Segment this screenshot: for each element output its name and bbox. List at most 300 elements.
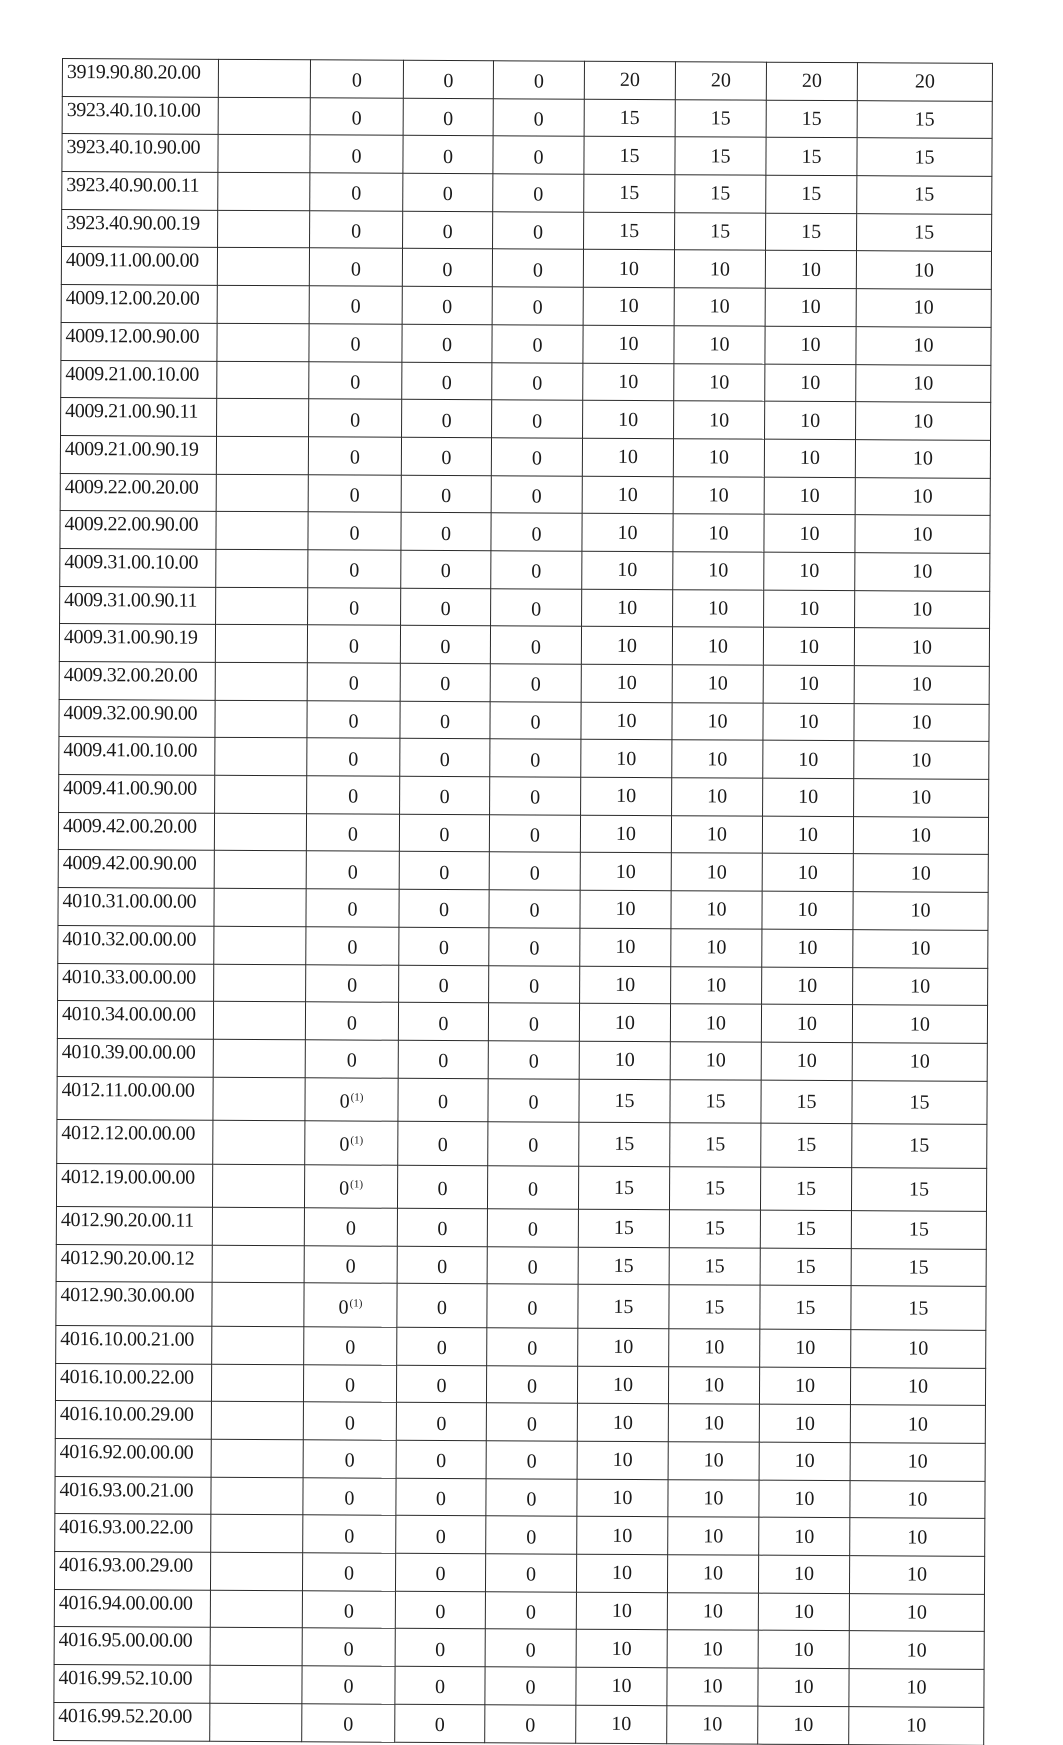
description-cell xyxy=(215,775,307,813)
rate-cell xyxy=(487,1328,578,1366)
rate-value: 0 xyxy=(441,334,453,357)
rate-value: 0 xyxy=(345,1255,356,1278)
rate-cell xyxy=(581,702,672,740)
rate-value: 15 xyxy=(613,1254,634,1278)
description-cell xyxy=(218,172,310,210)
rate-value: 0 xyxy=(528,1178,539,1201)
description-cell xyxy=(212,1164,304,1208)
rate-value: 10 xyxy=(794,1412,815,1435)
rate-cell xyxy=(493,98,584,136)
rate-value: 0 xyxy=(443,108,454,131)
rate-cell xyxy=(304,1208,397,1246)
rate-cell xyxy=(304,1246,397,1284)
rate-cell xyxy=(490,626,581,664)
tariff-code-cell: 4009.31.00.90.19 xyxy=(59,624,215,663)
rate-cell xyxy=(671,891,762,929)
rate-value: 0 xyxy=(533,221,544,244)
rate-cell xyxy=(674,363,765,401)
rate-value: 0 xyxy=(339,1133,350,1156)
rate-cell xyxy=(670,1123,761,1167)
rate-value: 0 xyxy=(348,748,359,771)
rate-value: 10 xyxy=(615,860,636,883)
rate-value: 0 xyxy=(528,1012,540,1036)
rate-value: 0 xyxy=(529,899,540,922)
rate-cell xyxy=(849,1669,984,1707)
rate-cell xyxy=(580,853,671,891)
rate-cell xyxy=(851,1167,986,1211)
rate-cell xyxy=(762,854,853,892)
rate-cell xyxy=(671,853,762,891)
rate-cell xyxy=(309,248,402,286)
rate-cell xyxy=(307,663,400,701)
rate-value: 0 xyxy=(527,1256,538,1279)
rate-value: 0 xyxy=(343,1600,354,1623)
table-row xyxy=(55,1363,985,1406)
rate-cell xyxy=(579,1003,670,1041)
description-cell xyxy=(214,813,306,851)
rate-cell xyxy=(307,738,400,776)
rate-cell xyxy=(849,1706,984,1744)
table-row xyxy=(56,1163,986,1211)
rate-cell xyxy=(403,60,493,98)
rate-value: 10 xyxy=(616,709,637,733)
rate-cell xyxy=(579,1122,670,1166)
rate-value: 10 xyxy=(616,672,637,695)
rate-value: 10 xyxy=(793,1676,814,1699)
rate-value: 10 xyxy=(910,975,931,998)
rate-cell xyxy=(302,1704,395,1742)
description-cell xyxy=(213,1120,305,1164)
rate-value: 10 xyxy=(611,1713,632,1736)
rate-cell xyxy=(857,63,992,101)
rate-value: 15 xyxy=(614,1176,635,1199)
rate-cell xyxy=(397,1284,487,1328)
rate-cell xyxy=(397,1208,487,1246)
rate-cell xyxy=(763,741,854,779)
rate-cell xyxy=(761,1080,852,1124)
rate-value: 0 xyxy=(527,1297,538,1320)
rate-cell xyxy=(857,176,992,214)
rate-value: 0 xyxy=(533,108,544,131)
table-row xyxy=(59,661,989,704)
rate-value: 15 xyxy=(908,1256,929,1279)
rate-cell xyxy=(398,1121,488,1165)
rate-cell xyxy=(583,400,674,438)
description-cell xyxy=(215,662,307,700)
rate-value: 0 xyxy=(349,522,360,545)
rate-value: 10 xyxy=(911,711,932,734)
rate-cell xyxy=(670,1079,761,1123)
table-row xyxy=(60,511,990,554)
description-cell xyxy=(210,1703,302,1741)
rate-cell xyxy=(577,1441,668,1479)
rate-value: 10 xyxy=(611,1637,632,1660)
rate-cell xyxy=(401,437,491,475)
rate-value: 10 xyxy=(702,1600,723,1623)
rate-cell xyxy=(580,966,671,1004)
rate-value: 10 xyxy=(709,333,730,356)
rate-value: 10 xyxy=(708,597,729,620)
rate-cell xyxy=(305,1002,398,1040)
rate-cell xyxy=(758,1555,849,1593)
rate-value: 10 xyxy=(794,1487,815,1510)
rate-cell xyxy=(399,852,489,890)
rate-cell xyxy=(668,1442,759,1480)
table-row xyxy=(56,1282,986,1330)
rate-value: 10 xyxy=(702,1675,723,1698)
rate-value: 15 xyxy=(796,1177,817,1200)
tariff-code-cell: 4009.42.00.20.00 xyxy=(58,812,214,851)
rate-cell xyxy=(307,625,400,663)
rate-value: 0 xyxy=(351,69,362,92)
rate-cell xyxy=(759,1404,850,1442)
table-row xyxy=(59,775,989,818)
rate-cell xyxy=(310,173,403,211)
rate-value: 15 xyxy=(710,107,731,130)
rate-cell xyxy=(856,213,991,251)
tariff-code-cell: 4016.10.00.29.00 xyxy=(55,1401,211,1440)
rate-value: 0 xyxy=(529,937,540,960)
rate-value: 10 xyxy=(612,1449,633,1472)
rate-value: 10 xyxy=(707,635,728,658)
rate-value: 0 xyxy=(526,1413,537,1436)
rate-value: 10 xyxy=(913,296,934,320)
rate-cell xyxy=(854,779,989,817)
rate-cell xyxy=(670,1004,761,1042)
rate-cell xyxy=(852,1005,987,1043)
tariff-code-cell: 4012.19.00.00.00 xyxy=(56,1163,212,1207)
description-cell xyxy=(211,1364,303,1402)
rate-cell xyxy=(402,399,492,437)
tariff-code-cell: 4009.12.00.90.00 xyxy=(61,322,217,361)
rate-value: 15 xyxy=(909,1091,930,1114)
rate-cell xyxy=(485,1705,576,1743)
rate-value: 15 xyxy=(614,1089,635,1112)
rate-value: 10 xyxy=(800,409,821,432)
description-cell xyxy=(212,1245,304,1283)
rate-cell xyxy=(669,1247,760,1285)
rate-cell xyxy=(673,514,764,552)
rate-value: 10 xyxy=(912,560,933,583)
rate-value: 0 xyxy=(527,1337,538,1360)
rate-value: 10 xyxy=(799,597,820,620)
rate-cell xyxy=(493,212,584,250)
rate-cell xyxy=(487,1246,578,1284)
rate-value: 10 xyxy=(911,786,932,809)
table-row xyxy=(60,435,990,478)
table-row xyxy=(54,1627,984,1670)
rate-value: 10 xyxy=(615,823,637,846)
rate-cell xyxy=(762,967,853,1005)
tariff-code-cell: 3923.40.10.90.00 xyxy=(62,134,218,173)
rate-value: 0 xyxy=(350,409,361,432)
rate-value: 10 xyxy=(910,862,931,885)
rate-cell xyxy=(397,1327,487,1365)
rate-cell xyxy=(309,324,402,362)
rate-value: 10 xyxy=(618,408,639,431)
rate-cell xyxy=(309,361,402,399)
rate-value: 10 xyxy=(707,748,728,771)
rate-cell xyxy=(492,287,583,325)
description-cell xyxy=(215,625,307,663)
rate-cell xyxy=(759,1442,850,1480)
footnote-marker: (1) xyxy=(350,1178,364,1191)
rate-cell xyxy=(401,588,491,626)
rate-value: 0 xyxy=(442,296,453,319)
rate-cell xyxy=(763,627,854,665)
rate-cell xyxy=(402,324,492,362)
rate-value: 10 xyxy=(796,1012,818,1035)
rate-value: 0 xyxy=(530,711,541,734)
rate-value: 0 xyxy=(436,1412,447,1435)
rate-value: 10 xyxy=(703,1412,724,1435)
rate-cell xyxy=(303,1402,396,1440)
rate-cell xyxy=(673,552,764,590)
rate-cell xyxy=(576,1554,667,1592)
rate-cell xyxy=(307,776,400,814)
rate-cell xyxy=(487,1284,578,1328)
footnote-marker: (1) xyxy=(350,1091,364,1104)
description-cell xyxy=(215,738,307,776)
rate-value: 15 xyxy=(613,1295,634,1318)
rate-cell xyxy=(669,1166,760,1210)
rate-cell xyxy=(396,1516,486,1554)
rate-cell xyxy=(671,929,762,967)
rate-value: 10 xyxy=(913,259,934,282)
rate-value: 10 xyxy=(703,1562,724,1585)
rate-cell xyxy=(583,325,674,363)
rate-cell xyxy=(581,664,672,702)
rate-value: 0 xyxy=(435,1638,446,1661)
rate-cell xyxy=(674,288,765,326)
rate-value: 20 xyxy=(619,69,640,92)
rate-value: 0 xyxy=(344,1525,355,1548)
rate-value: 10 xyxy=(707,672,728,695)
rate-cell xyxy=(850,1405,985,1443)
rate-value: 10 xyxy=(799,447,820,470)
rate-value: 10 xyxy=(706,974,727,997)
description-cell xyxy=(218,210,310,248)
table-row xyxy=(59,737,989,780)
rate-value: 10 xyxy=(906,1714,927,1737)
rate-cell xyxy=(760,1167,851,1211)
rate-cell xyxy=(583,287,674,325)
rate-value: 0 xyxy=(530,786,541,809)
rate-value: 10 xyxy=(797,823,818,847)
rate-value: 10 xyxy=(909,1050,930,1073)
rate-cell xyxy=(485,1591,576,1629)
rate-cell xyxy=(856,251,991,289)
rate-cell xyxy=(758,1631,849,1669)
rate-value: 15 xyxy=(909,1134,930,1157)
rate-cell xyxy=(486,1478,577,1516)
rate-cell xyxy=(760,1286,851,1330)
rate-value: 10 xyxy=(709,371,730,394)
rate-value: 0 xyxy=(439,861,450,884)
rate-cell xyxy=(674,250,765,288)
rate-cell xyxy=(308,474,401,512)
rate-value: 0 xyxy=(439,786,450,809)
table-row xyxy=(61,247,991,290)
tariff-code-cell: 4009.31.00.90.11 xyxy=(60,586,216,625)
rate-cell xyxy=(670,1042,761,1080)
rate-cell xyxy=(489,852,580,890)
rate-cell xyxy=(857,100,992,138)
rate-value: 10 xyxy=(913,409,934,433)
rate-value: 10 xyxy=(616,785,637,808)
rate-value: 10 xyxy=(800,334,821,357)
rate-cell xyxy=(488,1078,579,1122)
rate-cell xyxy=(310,60,403,98)
rate-value: 15 xyxy=(619,220,640,243)
rate-cell xyxy=(399,927,489,965)
rate-value: 10 xyxy=(799,560,820,583)
table-row xyxy=(55,1438,985,1481)
rate-cell xyxy=(486,1516,577,1554)
rate-value: 0 xyxy=(440,673,451,696)
rate-value: 0 xyxy=(345,1336,356,1359)
tariff-code-cell: 4012.90.20.00.12 xyxy=(56,1244,212,1283)
tariff-code-cell: 4009.32.00.20.00 xyxy=(59,661,215,700)
rate-cell xyxy=(303,1364,396,1402)
rate-cell xyxy=(763,703,854,741)
description-cell xyxy=(217,361,309,399)
rate-value: 0 xyxy=(532,334,543,357)
rate-value: 0 xyxy=(339,1177,350,1200)
rate-value: 0 xyxy=(347,823,358,846)
rate-cell xyxy=(492,362,583,400)
table-row xyxy=(57,1001,987,1044)
tariff-code-cell: 4016.94.00.00.00 xyxy=(54,1589,210,1628)
description-cell xyxy=(216,474,308,512)
rate-value: 10 xyxy=(615,898,636,921)
description-cell xyxy=(217,399,309,437)
rate-cell xyxy=(584,99,675,137)
rate-value: 0 xyxy=(530,749,541,772)
rate-cell xyxy=(489,890,580,928)
rate-cell xyxy=(674,401,765,439)
rate-value: 10 xyxy=(705,1049,726,1072)
rate-cell xyxy=(856,326,991,364)
rate-value: 10 xyxy=(906,1639,927,1662)
rate-value: 15 xyxy=(704,1296,725,1319)
rate-cell xyxy=(493,174,584,212)
rate-value: 10 xyxy=(800,258,821,281)
tariff-code-cell: 3923.40.10.10.00 xyxy=(62,96,218,135)
rate-cell xyxy=(763,778,854,816)
rate-cell xyxy=(491,551,582,589)
tariff-code-cell: 4012.12.00.00.00 xyxy=(57,1120,213,1164)
table-row xyxy=(62,96,992,139)
rate-cell xyxy=(766,213,857,251)
rate-cell xyxy=(675,175,766,213)
rate-value: 10 xyxy=(910,899,931,923)
rate-value: 10 xyxy=(614,1011,636,1034)
rate-cell xyxy=(578,1247,669,1285)
rate-cell xyxy=(764,439,855,477)
rate-cell xyxy=(850,1443,985,1481)
rate-cell xyxy=(403,98,493,136)
rate-value: 10 xyxy=(913,372,934,395)
rate-value: 0 xyxy=(441,447,452,470)
rate-cell xyxy=(305,1040,398,1078)
rate-cell xyxy=(401,513,491,551)
description-cell xyxy=(217,248,309,286)
description-cell xyxy=(210,1628,302,1666)
table-row xyxy=(54,1702,984,1745)
rate-value: 0 xyxy=(440,560,451,583)
rate-value: 10 xyxy=(912,447,933,470)
rate-cell xyxy=(759,1367,850,1405)
rate-value: 0 xyxy=(438,974,449,997)
rate-value: 10 xyxy=(618,295,639,318)
rate-value: 15 xyxy=(914,183,935,206)
description-cell xyxy=(210,1590,302,1628)
rate-cell xyxy=(401,475,491,513)
rate-value: 0 xyxy=(443,70,454,93)
rate-cell xyxy=(856,402,991,440)
rate-value: 0 xyxy=(436,1374,447,1398)
rate-value: 0 xyxy=(437,1177,448,1200)
rate-cell xyxy=(852,1124,987,1168)
rate-cell xyxy=(851,1211,986,1249)
rate-cell xyxy=(853,816,988,854)
rate-value: 15 xyxy=(710,182,731,205)
footnote-marker: (1) xyxy=(349,1297,363,1310)
rate-value: 0 xyxy=(525,1601,536,1624)
rate-value: 10 xyxy=(794,1450,815,1473)
rate-cell xyxy=(582,589,673,627)
rate-cell xyxy=(668,1404,759,1442)
rate-cell xyxy=(306,889,399,927)
rate-cell xyxy=(675,62,766,100)
rate-value: 10 xyxy=(911,673,932,696)
rate-value: 0 xyxy=(350,371,361,394)
rate-value: 0 xyxy=(348,785,359,808)
rate-value: 0 xyxy=(437,1218,448,1241)
rate-value: 0 xyxy=(531,598,542,621)
rate-cell xyxy=(584,137,675,175)
rate-cell xyxy=(673,476,764,514)
rate-cell xyxy=(492,249,583,287)
description-cell xyxy=(214,888,306,926)
rate-cell xyxy=(668,1479,759,1517)
rate-cell xyxy=(853,929,988,967)
rate-value: 0 xyxy=(531,523,542,546)
rate-cell xyxy=(576,1630,667,1668)
tariff-code-cell: 4010.32.00.00.00 xyxy=(58,925,214,964)
description-cell xyxy=(217,285,309,323)
description-cell xyxy=(213,1077,305,1121)
rate-cell xyxy=(400,776,490,814)
rate-value: 15 xyxy=(914,221,935,244)
rate-cell xyxy=(849,1593,984,1631)
rate-value: 0 xyxy=(526,1526,537,1549)
rate-value: 15 xyxy=(705,1177,726,1200)
rate-cell xyxy=(765,251,856,289)
rate-value: 0 xyxy=(343,1638,354,1661)
description-cell xyxy=(218,135,310,173)
rate-cell xyxy=(305,1121,398,1165)
rate-value: 0 xyxy=(338,1296,349,1319)
table-row xyxy=(55,1514,985,1557)
rate-value: 10 xyxy=(793,1600,814,1624)
rate-cell xyxy=(673,589,764,627)
rate-value: 10 xyxy=(907,1526,928,1549)
rate-value: 15 xyxy=(801,145,822,168)
rate-cell xyxy=(853,892,988,930)
rate-value: 15 xyxy=(909,1178,930,1201)
